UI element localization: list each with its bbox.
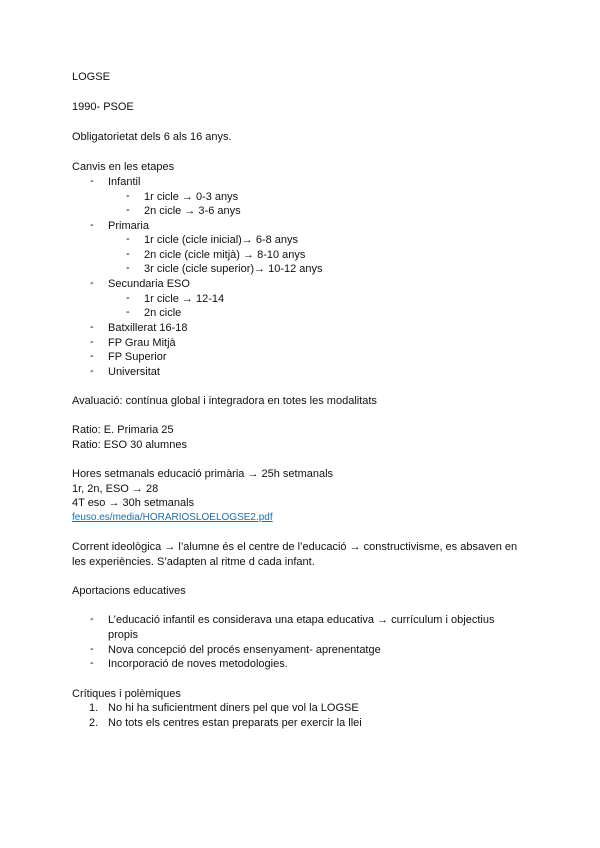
ideology-paragraph: Corrent ideològica → l’alumne és el centre de l’educació → constructivisme, es absaven en les experiències. S’adapten al ritme d cada infant. — [72, 541, 518, 568]
bullet-dash: - — [90, 321, 94, 333]
contribution-item: L’educació infantil es considerava una etapa educativa → currículum i objectius propis — [108, 614, 495, 641]
ratio-primaria: Ratio: E. Primaria 25 — [72, 424, 174, 436]
bullet-dash: - — [90, 350, 94, 362]
critique-number: 2. — [89, 717, 99, 729]
hours-pdf-link[interactable]: feuso.es/media/HORARIOSLOELOGSE2.pdf — [72, 512, 273, 523]
hours-line-1: Hores setmanals educació primària → 25h setmanals — [72, 468, 334, 480]
stage-item-fp-grau-mitja: FP Grau Mitjà — [108, 337, 176, 349]
bullet-dash: - — [126, 233, 130, 245]
hours-line-3: 4T eso → 30h setmanals — [72, 497, 195, 509]
stage-item-fp-superior: FP Superior — [108, 351, 167, 363]
bullet-dash: - — [90, 365, 94, 377]
stage-sub-item: 1r cicle → 12-14 — [144, 293, 225, 305]
bullet-dash: - — [126, 306, 130, 318]
bullet-dash: - — [90, 219, 94, 231]
stage-item-batxillerat: Batxillerat 16-18 — [108, 322, 188, 334]
stage-item-infantil: Infantil — [108, 176, 141, 188]
ratio-eso: Ratio: ESO 30 alumnes — [72, 439, 187, 451]
stage-sub-item: 1r cicle (cicle inicial)→ 6-8 anys — [144, 234, 299, 246]
stage-sub-item: 3r cicle (cicle superior)→ 10-12 anys — [144, 263, 323, 275]
contributions-heading: Aportacions educatives — [72, 585, 186, 597]
bullet-dash: - — [90, 175, 94, 187]
stage-item-primaria: Primaria — [108, 220, 149, 232]
hours-line-2: 1r, 2n, ESO → 28 — [72, 483, 159, 495]
stage-item-secundaria: Secundaria ESO — [108, 278, 190, 290]
critique-number: 1. — [89, 702, 99, 714]
bullet-dash: - — [90, 336, 94, 348]
bullet-dash: - — [126, 190, 130, 202]
stage-sub-item: 2n cicle (cicle mitjà) → 8-10 anys — [144, 249, 306, 261]
bullet-dash: - — [126, 262, 130, 274]
stage-sub-item: 2n cicle — [144, 307, 182, 319]
bullet-dash: - — [126, 204, 130, 216]
evaluation-line: Avaluació: contínua global i integradora en totes les modalitats — [72, 395, 377, 407]
critique-item: No tots els centres estan preparats per exercir la llei — [108, 717, 362, 729]
contribution-item: Nova concepció del procés ensenyament- aprenentatge — [108, 644, 381, 656]
obligatory-line: Obligatorietat dels 6 als 16 anys. — [72, 131, 232, 143]
critique-item: No hi ha suficientment diners pel que vol la LOGSE — [108, 702, 359, 714]
bullet-dash: - — [90, 613, 94, 625]
stages-heading: Canvis en les etapes — [72, 161, 175, 173]
bullet-dash: - — [90, 643, 94, 655]
stage-sub-item: 2n cicle → 3-6 anys — [144, 205, 241, 217]
critiques-heading: Crítiques i polèmiques — [72, 688, 181, 700]
year-line: 1990- PSOE — [72, 101, 134, 113]
bullet-dash: - — [126, 248, 130, 260]
document-title: LOGSE — [72, 71, 110, 83]
stage-item-universitat: Universitat — [108, 366, 160, 378]
contribution-item: Incorporació de noves metodologies. — [108, 658, 288, 670]
stage-sub-item: 1r cicle → 0-3 anys — [144, 191, 239, 203]
bullet-dash: - — [90, 657, 94, 669]
bullet-dash: - — [90, 277, 94, 289]
bullet-dash: - — [126, 292, 130, 304]
